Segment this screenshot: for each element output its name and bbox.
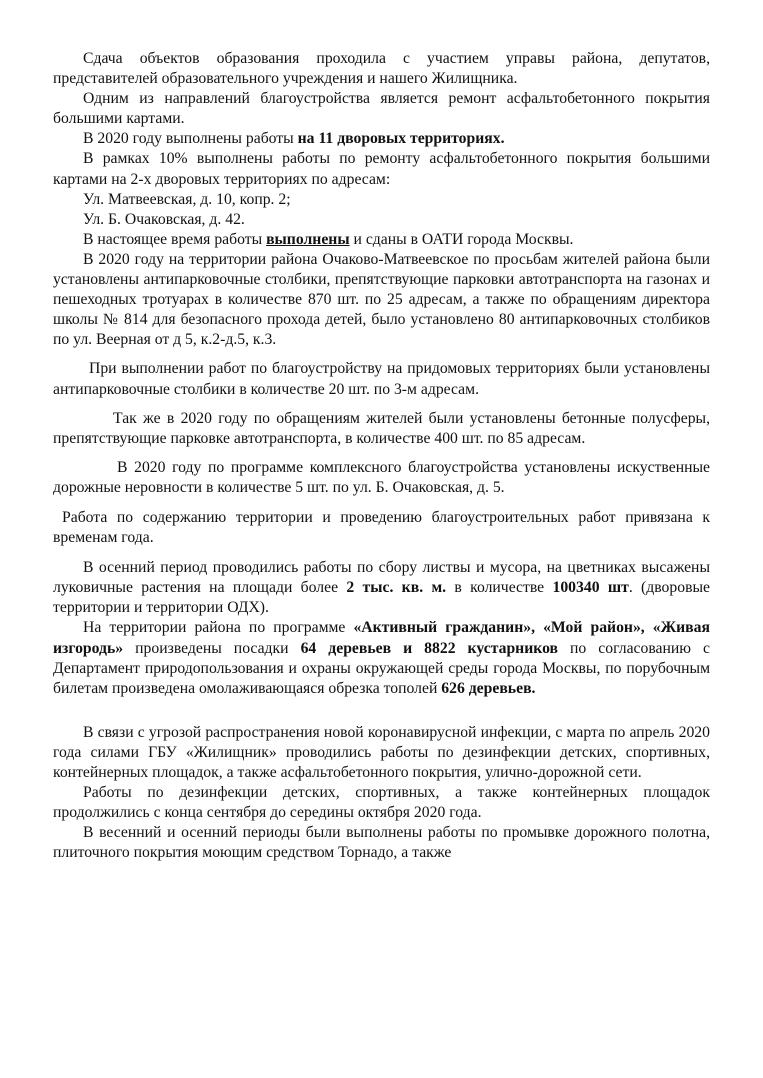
- paragraph-10-percent: В рамках 10% выполнены работы по ремонту асфальтобетонного покрытия большими картами на 2-х дворовых территориях по адресам:: [53, 150, 710, 188]
- paragraph-disinfection-autumn: Работы по дезинфекции детских, спортивных, а также контейнерных площадок продолжились с конца сентября до середины октября 2020 года.: [53, 784, 710, 822]
- paragraph-washing: В весенний и осенний периоды были выполнены работы по промывке дорожного полотна, плиточного покрытия моющим средством Торнадо, а также: [53, 824, 710, 862]
- document-page: [53, 49, 710, 863]
- paragraph-disinfection: В связи с угрозой распространения новой коронавирусной инфекции, с марта по апрель 2020 года силами ГБУ «Жилищник» проводились работы по дезинфекции детских, спортивных, контейнерных площадок, а также асфальтобетонного покрытия, улично-дорожной сети.: [53, 723, 710, 781]
- address-item: Ул. Б. Очаковская, д. 42.: [83, 210, 245, 228]
- paragraph-completed: В настоящее время работы выполнены и сданы в ОАТИ города Москвы.: [83, 230, 574, 248]
- paragraph-speed-bumps: В 2020 году по программе комплексного благоустройства установлены искуственные дорожные неровности в количестве 5 шт. по ул. Б. Очаковская, д. 5.: [53, 458, 710, 496]
- paragraph-autumn: В осенний период проводились работы по сбору листвы и мусора, на цветниках высажены луковичные растения на площади более 2 тыс. кв. м. в количестве 100340 шт. (дворовые территории и территории ОДХ).: [53, 559, 711, 617]
- paragraph-2020-works: В 2020 году выполнены работы на 11 дворовых территориях.: [83, 130, 505, 148]
- paragraph-acceptance: Сдача объектов образования проходила с участием управы района, депутатов, представителей образовательного учреждения и нашего Жилищника.: [53, 50, 710, 88]
- paragraph-bollards: В 2020 году на территории района Очаково-Матвеевское по просьбам жителей района были установлены антипарковочные столбики, препятствующие парковки автотранспорта на газонах и пешеходных тротуарах в количестве 870 шт. по 25 адресам, а также по обращениям директора школы № 814 для безопасного прохода детей, было установлено 80 антипарковочных столбиков по ул. Веерная от д 5, к.2-д.5, к.3.: [53, 250, 710, 349]
- paragraph-planting: На территории района по программе «Активный гражданин», «Мой район», «Живая изгородь» произведены посадки 64 деревьев и 8822 кустарников по согласованию с Департамент природопользования и охраны окружающей среды города Москвы, по порубочным билетам произведена омолаживающаяся обрезка тополей 626 деревьев.: [53, 619, 711, 697]
- paragraph-bollards-yard: При выполнении работ по благоустройству на придомовых территориях были установлены антипарковочные столбики в количестве 20 шт. по 3-м адресам.: [53, 360, 710, 398]
- address-item: Ул. Матвеевская, д. 10, копр. 2;: [83, 190, 291, 208]
- paragraph-asphalt-direction: Одним из направлений благоустройства является ремонт асфальтобетонного покрытия большими картами.: [53, 90, 710, 128]
- paragraph-seasonal: Работа по содержанию территории и проведению благоустроительных работ привязана к временам года.: [53, 508, 710, 547]
- paragraph-hemispheres: Так же в 2020 году по обращениям жителей были установлены бетонные полусферы, препятствующие парковке автотранспорта, в количестве 400 шт. по 85 адресам.: [53, 409, 710, 447]
